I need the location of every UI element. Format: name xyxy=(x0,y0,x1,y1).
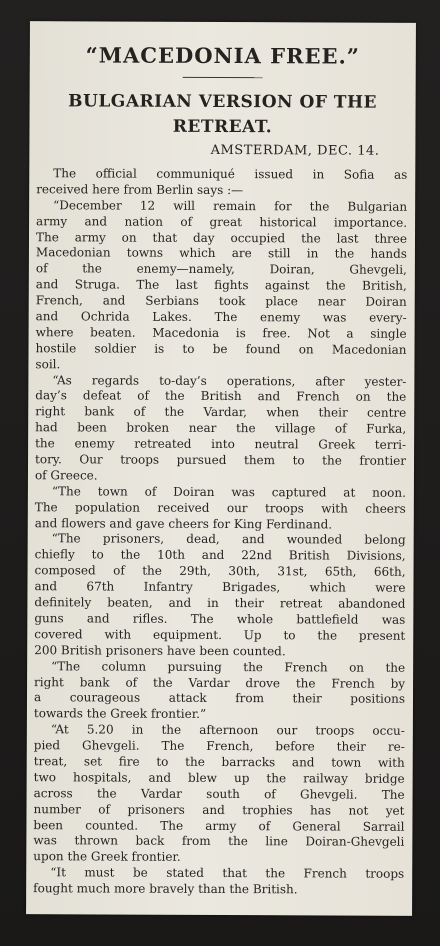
article-line: upon the Greek frontier. xyxy=(33,849,181,865)
article-line: “As regards to-day’s operations, after yester- xyxy=(52,372,407,389)
article-line: Macedonian towns which are still in the hands xyxy=(35,245,407,262)
article-line: two hospitals, and blew up the railway bridge xyxy=(33,770,405,786)
article-line: right bank of the Vardar, when their centre xyxy=(35,404,407,421)
article-line: and flowers and gave cheers for King Ferdinand. xyxy=(34,515,333,532)
article-line: fought much more bravely than the British. xyxy=(33,881,298,897)
article-line: “The prisoners, dead, and wounded belong xyxy=(51,531,406,548)
article-line: of the enemy—namely, Doiran, Ghevgeli, xyxy=(35,261,407,278)
article-line: covered with equipment. Up to the present xyxy=(34,627,406,643)
article-line: guns and rifles. The whole battlefield was xyxy=(34,611,406,627)
article-line: received here from Berlin says :— xyxy=(36,182,244,197)
article-line: army and nation of great historical importance. xyxy=(36,213,408,230)
article-line: “At 5.20 in the afternoon our troops occu- xyxy=(50,722,405,738)
article-line: soil. xyxy=(35,356,61,371)
article-line: pied Ghevgeli. The French, before their re- xyxy=(33,738,405,754)
article-line: right bank of the Vardar drove the French by xyxy=(34,674,406,691)
article-line: towards the Greek frontier.” xyxy=(33,706,207,722)
newspaper-clipping xyxy=(26,21,416,916)
article-line: had been broken near the village of Furka, xyxy=(35,420,407,437)
article-line: “The column pursuing the French on the xyxy=(51,658,406,675)
headline: “MACEDONIA FREE.” xyxy=(85,42,360,69)
article-line: was thrown back from the line Doiran-Ghevgeli xyxy=(33,833,405,850)
article-line: a courageous attack from their positions xyxy=(33,690,406,707)
article-line: tory. Our troops pursued them to the frontier xyxy=(35,452,407,468)
article-line: the enemy retreated into neutral Greek terri- xyxy=(35,436,407,452)
article-line: hostile soldier is to be found on Macedonian xyxy=(35,340,407,357)
article-line: “December 12 will remain for the Bulgarian xyxy=(53,198,408,214)
article-body xyxy=(33,166,407,899)
article-line: number of prisoners and trophies has not yet xyxy=(33,801,405,818)
article-line: been counted. The army of General Sarrail xyxy=(33,817,405,834)
article-line: French, and Serbians took place near Doiran xyxy=(35,293,407,309)
article-line: 200 British prisoners have been counted. xyxy=(34,642,286,659)
dateline: AMSTERDAM, DEC. 14. xyxy=(210,142,380,159)
article-line: day’s defeat of the British and French on the xyxy=(35,388,407,405)
headline-rule xyxy=(183,77,263,78)
article-line: across the Vardar south of Ghevgeli. The xyxy=(33,785,405,802)
article-line: and Struga. The last fights against the British, xyxy=(35,277,407,294)
article-line: “It must be stated that the French troops xyxy=(50,865,405,881)
article-line: of Greece. xyxy=(34,468,98,483)
subheadline-line: BULGARIAN VERSION OF THE xyxy=(68,91,378,113)
article-line: and 67th Infantry Brigades, which were xyxy=(34,579,406,595)
article-line: chiefly to the 10th and 22nd British Divisions, xyxy=(34,547,406,564)
article-line: where beaten. Macedonia is free. Not a single xyxy=(35,325,407,341)
article-line: and Ochrida Lakes. The enemy was every- xyxy=(35,309,407,325)
article-line: “The town of Doiran was captured at noon. xyxy=(51,484,406,500)
subheadline xyxy=(29,89,415,141)
article-line: The army on that day occupied the last three xyxy=(35,229,408,246)
article-line: treat, set fire to the barracks and town with xyxy=(33,754,405,770)
article-line: definitely beaten, and in their retreat abandoned xyxy=(34,595,406,611)
article-line: composed of the 29th, 30th, 31st, 65th, 66th, xyxy=(34,563,406,580)
article-line: The official communiqué issued in Sofia as xyxy=(53,166,408,182)
subheadline-line: RETREAT. xyxy=(172,116,273,138)
article-line: The population received our troops with cheers xyxy=(34,499,406,516)
